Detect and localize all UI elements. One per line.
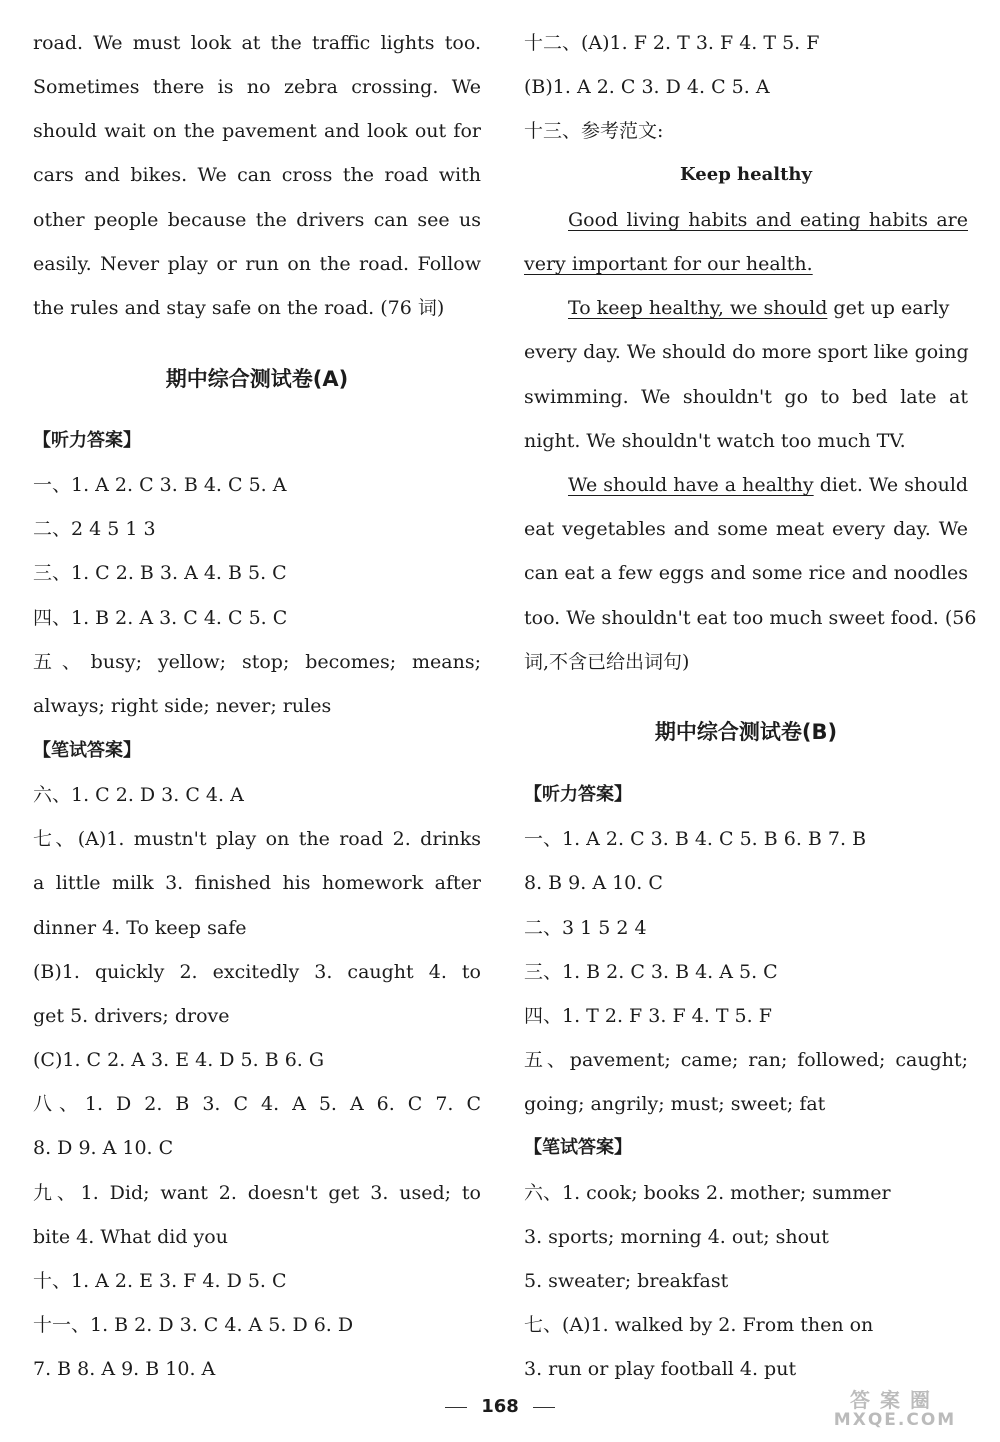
passage-line: other people because the drivers can see us bbox=[33, 209, 481, 231]
answer-line: 六、1. C 2. D 3. C 4. A bbox=[33, 784, 244, 806]
answer-line: 七、(A)1. walked by 2. From then on bbox=[524, 1314, 874, 1336]
answer-line: (B)1. quickly 2. excitedly 3. caught 4. to bbox=[33, 961, 481, 983]
given-sentence: To keep healthy, we should bbox=[568, 297, 828, 319]
essay-instruction: 十三、参考范文: bbox=[524, 120, 664, 142]
answer-line: 十、1. A 2. E 3. F 4. D 5. C bbox=[33, 1270, 287, 1292]
essay-line: eat vegetables and some meat every day. We bbox=[524, 518, 968, 540]
essay-line: too. We shouldn't eat too much sweet food. (56 bbox=[524, 607, 977, 629]
essay-line bbox=[524, 242, 968, 286]
essay-line bbox=[568, 463, 968, 507]
answer-line: dinner 4. To keep safe bbox=[33, 917, 247, 939]
answer-line: (C)1. C 2. A 3. E 4. D 5. B 6. G bbox=[33, 1049, 325, 1071]
watermark-url: MXQE.COM bbox=[833, 1410, 957, 1430]
listening-answers-label: 【听力答案】 bbox=[524, 784, 632, 805]
essay-line: every day. We should do more sport like going bbox=[524, 341, 969, 363]
test-a-title: 期中综合测试卷(A) bbox=[165, 367, 349, 391]
watermark-logo-text: 答案圈 bbox=[850, 1388, 940, 1412]
passage-line: Sometimes there is no zebra crossing. We bbox=[33, 76, 481, 98]
answer-line: 二、2 4 5 1 3 bbox=[33, 518, 156, 540]
answer-line: 五、busy; yellow; stop; becomes; means; bbox=[33, 651, 481, 673]
answer-line: 五、pavement; came; ran; followed; caught; bbox=[524, 1049, 968, 1071]
answer-line: 十二、(A)1. F 2. T 3. F 4. T 5. F bbox=[524, 32, 820, 54]
written-answers-label: 【笔试答案】 bbox=[33, 740, 141, 761]
answer-line: (B)1. A 2. C 3. D 4. C 5. A bbox=[524, 76, 770, 98]
answer-line: 八、1. D 2. B 3. C 4. A 5. A 6. C 7. C bbox=[33, 1093, 481, 1115]
passage-line: road. We must look at the traffic lights too. bbox=[33, 32, 481, 54]
essay-line: night. We shouldn't watch too much TV. bbox=[524, 430, 906, 452]
essay-title: Keep healthy bbox=[680, 164, 812, 185]
answer-line: 六、1. cook; books 2. mother; summer bbox=[524, 1182, 891, 1204]
listening-answers-label: 【听力答案】 bbox=[33, 430, 141, 451]
passage-line: easily. Never play or run on the road. Follow bbox=[33, 253, 481, 275]
answer-line: 7. B 8. A 9. B 10. A bbox=[33, 1358, 216, 1380]
answer-line: 二、3 1 5 2 4 bbox=[524, 917, 647, 939]
footer-dash bbox=[533, 1407, 555, 1408]
answer-line: 十一、1. B 2. D 3. C 4. A 5. D 6. D bbox=[33, 1314, 354, 1336]
essay-line: can eat a few eggs and some rice and noodles bbox=[524, 562, 968, 584]
given-sentence: very important for our health. bbox=[524, 253, 813, 275]
essay-line: 词,不含已给出词句) bbox=[524, 651, 690, 673]
passage-line: the rules and stay safe on the road. (76 词) bbox=[33, 297, 445, 319]
given-sentence: We should have a healthy bbox=[568, 474, 814, 496]
written-answers-label: 【笔试答案】 bbox=[524, 1137, 632, 1158]
answer-line: 四、1. B 2. A 3. C 4. C 5. C bbox=[33, 607, 288, 629]
essay-line bbox=[568, 286, 968, 330]
answer-line: going; angrily; must; sweet; fat bbox=[524, 1093, 826, 1115]
passage-line: cars and bikes. We can cross the road with bbox=[33, 164, 481, 186]
site-watermark bbox=[800, 1390, 990, 1438]
essay-line bbox=[568, 198, 968, 242]
answer-line: 四、1. T 2. F 3. F 4. T 5. F bbox=[524, 1005, 772, 1027]
passage-line: should wait on the pavement and look out for bbox=[33, 120, 481, 142]
answer-line: 3. sports; morning 4. out; shout bbox=[524, 1226, 829, 1248]
answer-line: always; right side; never; rules bbox=[33, 695, 332, 717]
footer-dash bbox=[445, 1407, 467, 1408]
essay-line: swimming. We shouldn't go to bed late at bbox=[524, 386, 968, 408]
test-b-title: 期中综合测试卷(B) bbox=[654, 720, 838, 744]
answer-line: a little milk 3. finished his homework after bbox=[33, 872, 481, 894]
essay-text: diet. We should bbox=[813, 474, 969, 496]
page-number: 168 bbox=[481, 1396, 519, 1417]
answer-line: 5. sweater; breakfast bbox=[524, 1270, 729, 1292]
given-sentence: Good living habits and eating habits are bbox=[568, 209, 968, 231]
answer-line: 一、1. A 2. C 3. B 4. C 5. A bbox=[33, 474, 287, 496]
essay-text: get up early bbox=[827, 297, 950, 319]
answer-line: 8. D 9. A 10. C bbox=[33, 1137, 174, 1159]
answer-line: 一、1. A 2. C 3. B 4. C 5. B 6. B 7. B bbox=[524, 828, 867, 850]
answer-line: 3. run or play football 4. put bbox=[524, 1358, 797, 1380]
answer-line: 七、(A)1. mustn't play on the road 2. drinks bbox=[33, 828, 481, 850]
answer-line: 九、1. Did; want 2. doesn't get 3. used; to bbox=[33, 1182, 481, 1204]
answer-line: bite 4. What did you bbox=[33, 1226, 228, 1248]
answer-line: 8. B 9. A 10. C bbox=[524, 872, 663, 894]
answer-line: get 5. drivers; drove bbox=[33, 1005, 230, 1027]
answer-line: 三、1. C 2. B 3. A 4. B 5. C bbox=[33, 562, 287, 584]
answer-line: 三、1. B 2. C 3. B 4. A 5. C bbox=[524, 961, 778, 983]
